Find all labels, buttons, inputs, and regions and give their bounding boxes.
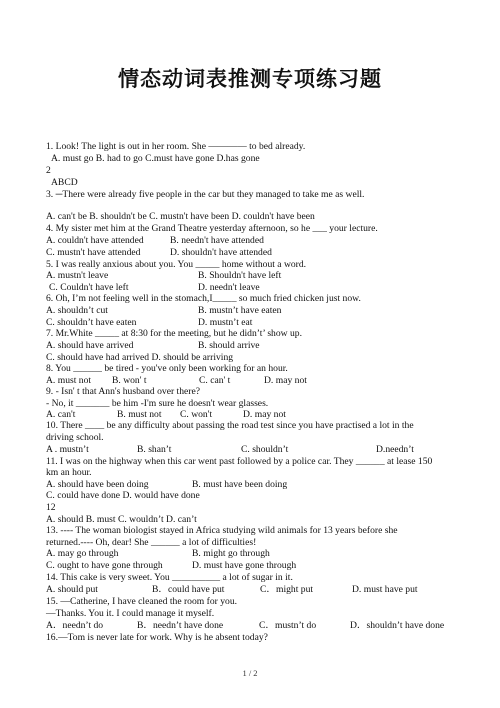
question-11-option-a: A. should have been doing	[46, 479, 149, 490]
question-12-options: A. should B. must C. wouldn’t D. can’t	[46, 514, 197, 525]
question-4-option-b: B. needn't have attended	[170, 235, 264, 246]
question-8-option-d: D. may not	[264, 375, 307, 386]
question-14-option-d: D. must have put	[352, 584, 418, 595]
page-title: 情态动词表推测专项练习题	[118, 67, 382, 91]
question-9-option-b: B. must not	[117, 409, 162, 420]
question-13-option-a: A. may go through	[46, 548, 119, 559]
question-6: 6. Oh, I’m not feeling well in the stomach,I_____ so much fried chicken just now.	[46, 293, 361, 304]
question-10-line-2: driving school.	[46, 432, 104, 443]
question-6-option-d: D. mustn’t eat	[198, 317, 253, 328]
question-13-option-c: C. ought to have gone through	[46, 560, 163, 571]
question-9-line-2: - No, it _______ be him -I'm sure he doesn't wear glasses.	[46, 398, 269, 409]
question-10-option-d: D.needn’t	[376, 444, 414, 455]
question-10-option-b: B. shan’t	[137, 444, 172, 455]
question-14-option-c: C．might put	[260, 584, 314, 595]
question-14: 14. This cake is very sweet. You __________ a lot of sugar in it.	[46, 572, 293, 583]
question-9: 9. - Isn' t that Ann's husband over there?	[46, 386, 200, 397]
question-14-option-b: B．could have put	[152, 584, 225, 595]
question-8-option-c: C. can' t	[199, 375, 231, 386]
question-4-option-c: C. mustn't have attended	[46, 247, 141, 258]
question-15-option-d: D．shouldn’t have done	[350, 620, 445, 631]
question-13-line-2: returned.---- Oh, dear! She ______ a lot of difficulties!	[46, 537, 257, 548]
question-14-option-a: A. should put	[46, 584, 98, 595]
question-11-option-b: B. must have been doing	[192, 479, 288, 490]
question-10-option-a: A . mustn’t	[46, 444, 89, 455]
question-13-option-b: B. might go through	[192, 548, 270, 559]
question-3-options: A. can't be B. shouldn't be C. mustn't have been D. couldn't have been	[46, 211, 315, 222]
question-15-option-b: B．needn’t have done	[137, 620, 224, 631]
question-5-option-d: D. needn't leave	[198, 282, 260, 293]
question-5: 5. I was really anxious about you. You _____ home without a word.	[46, 259, 307, 270]
question-9-option-c: C. won't	[180, 409, 213, 420]
question-4-option-a: A. couldn't have attended	[46, 235, 144, 246]
question-15-line-2: —Thanks. You it. I could manage it myself.	[46, 608, 215, 619]
question-4-option-d: D. shouldn't have attended	[170, 247, 272, 258]
question-1: 1. Look! The light is out in her room. She ———— to bed already.	[46, 141, 306, 152]
question-2-options: ABCD	[51, 177, 78, 188]
question-5-option-b: B. Shouldn't have left	[198, 270, 282, 281]
question-2-number: 2	[46, 165, 51, 176]
question-7-option-b: B. should arrive	[198, 340, 260, 351]
question-15: 15. —Catherine, I have cleaned the room for you.	[46, 596, 238, 607]
question-6-option-b: B. mustn’t have eaten	[198, 305, 282, 316]
question-5-option-a: A. mustn't leave	[46, 270, 109, 281]
question-13-option-d: D. must have gone through	[192, 560, 297, 571]
question-7-option-a: A. should have arrived	[46, 340, 134, 351]
question-11-line-2: km an hour.	[46, 467, 92, 478]
question-16: 16.—Tom is never late for work. Why is he absent today?	[46, 632, 268, 643]
question-9-option-a: A. can't	[46, 409, 76, 420]
question-15-option-c: C．mustn’t do	[259, 620, 317, 631]
question-8-option-a: A. must not	[46, 375, 92, 386]
question-11: 11. I was on the highway when this car went past followed by a police car. They ______ at lease 150	[46, 456, 433, 467]
question-5-option-c: C. Couldn't have left	[49, 282, 129, 293]
question-8: 8. You ______ be tired - you've only been working for an hour.	[46, 363, 288, 374]
question-7: 7. Mr.White _____ at 8:30 for the meeting, but he didn’t’ show up.	[46, 328, 302, 339]
question-6-option-c: C. shouldn’t have eaten	[46, 317, 137, 328]
question-10-option-c: C. shouldn’t	[241, 444, 289, 455]
question-6-option-a: A. shouldn’t cut	[46, 305, 108, 316]
question-11-options-cd: C. could have done D. would have done	[46, 490, 200, 501]
question-10: 10. There ____ be any difficulty about passing the road test since you have practised a lot in the	[46, 420, 414, 431]
page-number: 1 / 2	[242, 668, 258, 678]
question-4: 4. My sister met him at the Grand Theatre yesterday afternoon, so he ___ your lecture.	[46, 223, 378, 234]
question-3: 3. ─There were already five people in the car but they managed to take me as well.	[46, 189, 365, 200]
question-8-option-b: B. won' t	[112, 375, 147, 386]
question-12-number: 12	[46, 502, 56, 513]
question-13: 13. ---- The woman biologist stayed in Africa studying wild animals for 13 years before she	[46, 525, 398, 536]
question-7-options-cd: C. should have had arrived D. should be arriving	[46, 352, 234, 363]
question-9-option-d: D. may not	[243, 409, 286, 420]
question-1-options: A. must go B. had to go C.must have gone D.has gone	[51, 153, 260, 164]
question-15-option-a: A．needn’t do	[46, 620, 104, 631]
